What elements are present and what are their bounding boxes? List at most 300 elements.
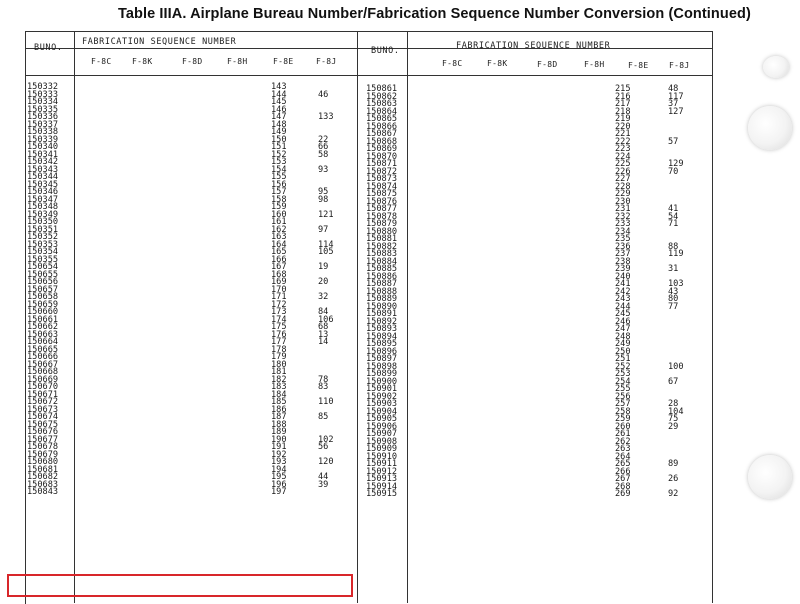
buno-cell: 150670 [27, 382, 59, 392]
table-row [366, 131, 712, 139]
table-row [27, 239, 357, 250]
f8e-cell: 234 [615, 226, 631, 237]
table-row [27, 314, 357, 325]
table-row [27, 434, 357, 445]
buno-cell: 150676 [27, 427, 59, 437]
f8e-cell: 268 [615, 481, 631, 492]
table-row [27, 359, 357, 370]
table-row [366, 481, 712, 492]
f8e-cell: 218 [615, 106, 631, 117]
f8j-cell: 97 [318, 224, 329, 235]
table-row [27, 189, 357, 197]
buno-cell: 150879 [366, 219, 398, 229]
f8e-cell: 143 [271, 82, 287, 92]
buno-cell: 150898 [366, 361, 398, 372]
f8e-cell: 159 [271, 202, 287, 212]
buno-cell: 150894 [366, 331, 398, 342]
buno-cell: 150915 [366, 489, 398, 499]
table-row [366, 341, 712, 349]
buno-cell: 150682 [27, 472, 59, 482]
binder-hole [763, 56, 789, 78]
f8e-cell: 182 [271, 374, 287, 385]
table-row [27, 209, 357, 220]
table-row [27, 254, 357, 265]
f8e-cell: 155 [271, 172, 287, 182]
buno-cell: 150897 [366, 354, 398, 364]
table-row [366, 356, 712, 364]
f8e-cell: 235 [615, 234, 631, 244]
table-row [366, 91, 712, 102]
buno-cell: 150680 [27, 457, 59, 467]
buno-cell: 150895 [366, 339, 398, 349]
f8j-cell: 89 [668, 459, 679, 469]
buno-cell: 150659 [27, 299, 59, 310]
table-row [27, 224, 357, 235]
table-row [27, 299, 357, 310]
buno-cell: 150355 [27, 254, 59, 265]
table-row [366, 451, 712, 462]
f8e-cell: 183 [271, 382, 287, 392]
f8e-cell: 216 [615, 91, 631, 102]
fabrication-header-left: FABRICATION SEQUENCE NUMBER [82, 37, 237, 47]
table-row [27, 459, 357, 467]
buno-cell: 150672 [27, 397, 59, 407]
table-row [27, 294, 357, 302]
table-row [366, 196, 712, 207]
buno-cell: 150877 [366, 204, 398, 214]
buno-cell: 150666 [27, 352, 59, 362]
f8e-cell: 223 [615, 144, 631, 154]
highlight-box [7, 574, 353, 597]
f8e-cell: 172 [271, 299, 287, 310]
table-row [27, 464, 357, 475]
f8e-cell: 195 [271, 472, 287, 482]
table-row [27, 329, 357, 340]
f8j-cell: 39 [318, 479, 329, 490]
table-row [27, 279, 357, 287]
f8j-cell: 83 [318, 382, 329, 392]
table-row [27, 149, 357, 160]
col-header-f8j-right: F-8J [669, 61, 690, 70]
buno-cell: 150874 [366, 181, 398, 192]
table-row [366, 266, 712, 274]
f8j-cell: 75 [668, 414, 679, 424]
buno-cell: 150678 [27, 442, 59, 452]
f8j-cell: 20 [318, 277, 329, 287]
f8e-cell: 196 [271, 479, 287, 490]
f8j-cell: 121 [318, 209, 334, 220]
f8e-cell: 156 [271, 179, 287, 190]
table-row [366, 406, 712, 417]
f8j-cell: 77 [668, 301, 679, 312]
f8e-cell: 215 [615, 84, 631, 94]
buno-cell: 150351 [27, 224, 59, 235]
buno-cell: 150343 [27, 164, 59, 175]
f8e-cell: 237 [615, 249, 631, 259]
binder-hole [748, 455, 792, 499]
table-row [27, 444, 357, 452]
f8e-cell: 147 [271, 112, 287, 122]
buno-cell: 150868 [366, 136, 398, 147]
f8e-cell: 144 [271, 89, 287, 100]
f8e-cell: 158 [271, 194, 287, 205]
buno-cell: 150346 [27, 187, 59, 197]
f8e-cell: 188 [271, 419, 287, 430]
f8e-cell: 241 [615, 279, 631, 289]
f8j-cell: 78 [318, 374, 329, 385]
f8j-cell: 43 [668, 286, 679, 297]
table-row [27, 369, 357, 377]
f8e-cell: 222 [615, 136, 631, 147]
buno-cell: 150345 [27, 179, 59, 190]
f8e-cell: 192 [271, 449, 287, 460]
table-row [366, 221, 712, 229]
col-header-f8d: F-8D [182, 57, 203, 66]
f8j-cell: 103 [668, 279, 684, 289]
f8j-cell: 31 [668, 264, 679, 274]
col-header-f8c: F-8C [91, 57, 112, 66]
fabrication-header-right: FABRICATION SEQUENCE NUMBER [456, 41, 611, 51]
f8e-cell: 148 [271, 119, 287, 130]
table-row [27, 269, 357, 280]
f8e-cell: 256 [615, 391, 631, 402]
table-row [366, 161, 712, 169]
buno-cell: 150677 [27, 434, 59, 445]
table-row [27, 134, 357, 145]
f8j-cell: 88 [668, 241, 679, 252]
buno-cell: 150654 [27, 262, 59, 272]
buno-cell: 150669 [27, 374, 59, 385]
buno-cell: 150671 [27, 389, 59, 400]
table-row [366, 436, 712, 447]
buno-cell: 150337 [27, 119, 59, 130]
f8e-cell: 164 [271, 239, 287, 250]
f8e-cell: 267 [615, 474, 631, 484]
column-divider [712, 31, 713, 603]
binder-hole [748, 106, 792, 150]
f8e-cell: 248 [615, 331, 631, 342]
f8j-cell: 105 [318, 247, 334, 257]
table-row [27, 164, 357, 175]
f8e-cell: 255 [615, 384, 631, 394]
buno-cell: 150865 [366, 114, 398, 124]
table-row [366, 136, 712, 147]
buno-cell: 150861 [366, 84, 398, 94]
f8e-cell: 260 [615, 421, 631, 432]
f8j-cell: 106 [318, 314, 334, 325]
table-row [27, 419, 357, 430]
table-row [366, 251, 712, 259]
table-row [27, 144, 357, 152]
f8e-cell: 263 [615, 444, 631, 454]
f8e-cell: 246 [615, 316, 631, 327]
f8j-cell: 117 [668, 91, 684, 102]
table-row [366, 181, 712, 192]
f8j-cell: 80 [668, 294, 679, 304]
buno-cell: 150347 [27, 194, 59, 205]
buno-cell: 150332 [27, 82, 59, 92]
f8j-cell: 70 [668, 166, 679, 177]
f8j-cell: 127 [668, 106, 684, 117]
f8e-cell: 264 [615, 451, 631, 462]
buno-cell: 150899 [366, 369, 398, 379]
f8e-cell: 193 [271, 457, 287, 467]
f8e-cell: 197 [271, 487, 287, 497]
table-row [366, 296, 712, 304]
buno-cell: 150339 [27, 134, 59, 145]
buno-cell: 150350 [27, 217, 59, 227]
f8e-cell: 152 [271, 149, 287, 160]
buno-cell: 150338 [27, 127, 59, 137]
buno-cell: 150341 [27, 149, 59, 160]
table-row [366, 461, 712, 469]
f8e-cell: 180 [271, 359, 287, 370]
col-header-f8e-right: F-8E [628, 61, 649, 70]
f8e-cell: 162 [271, 224, 287, 235]
col-header-f8c-right: F-8C [442, 59, 463, 68]
buno-cell: 150914 [366, 481, 398, 492]
table-row [366, 121, 712, 132]
table-row [366, 211, 712, 222]
f8e-cell: 252 [615, 361, 631, 372]
buno-cell: 150883 [366, 249, 398, 259]
f8e-cell: 151 [271, 142, 287, 152]
buno-cell: 150668 [27, 367, 59, 377]
buno-cell: 150890 [366, 301, 398, 312]
buno-cell: 150902 [366, 391, 398, 402]
f8e-cell: 236 [615, 241, 631, 252]
f8j-cell: 58 [318, 149, 329, 160]
table-row [366, 331, 712, 342]
table-row [366, 491, 712, 499]
f8e-cell: 150 [271, 134, 287, 145]
buno-cell: 150843 [27, 487, 59, 497]
table-row [27, 384, 357, 392]
table-row [27, 219, 357, 227]
buno-cell: 150910 [366, 451, 398, 462]
table-row [366, 316, 712, 327]
f8e-cell: 176 [271, 329, 287, 340]
table-row [27, 399, 357, 407]
f8e-cell: 171 [271, 292, 287, 302]
f8j-cell: 37 [668, 99, 679, 109]
table-row [366, 146, 712, 154]
buno-cell: 150900 [366, 376, 398, 387]
header-bottom-rule [25, 75, 713, 76]
buno-cell: 150679 [27, 449, 59, 460]
f8e-cell: 224 [615, 151, 631, 162]
table-row [366, 466, 712, 477]
table-row [366, 191, 712, 199]
buno-cell: 150655 [27, 269, 59, 280]
f8e-cell: 239 [615, 264, 631, 274]
table-row [27, 414, 357, 422]
f8e-cell: 251 [615, 354, 631, 364]
f8j-cell: 110 [318, 397, 334, 407]
f8j-cell: 14 [318, 337, 329, 347]
f8j-cell: 104 [668, 406, 684, 417]
buno-cell: 150334 [27, 97, 59, 107]
col-header-f8d-right: F-8D [537, 60, 558, 69]
buno-cell: 150864 [366, 106, 398, 117]
buno-cell: 150871 [366, 159, 398, 169]
buno-cell: 150912 [366, 466, 398, 477]
f8e-cell: 244 [615, 301, 631, 312]
buno-cell: 150905 [366, 414, 398, 424]
table-row [366, 386, 712, 394]
table-row [27, 264, 357, 272]
f8e-cell: 145 [271, 97, 287, 107]
table-row [366, 86, 712, 94]
f8e-cell: 157 [271, 187, 287, 197]
f8j-cell: 114 [318, 239, 334, 250]
table-row [366, 176, 712, 184]
table-row [366, 106, 712, 117]
f8j-cell: 102 [318, 434, 334, 445]
f8j-cell: 13 [318, 329, 329, 340]
table-row [27, 309, 357, 317]
buno-cell: 150866 [366, 121, 398, 132]
table-row [366, 346, 712, 357]
buno-cell: 150656 [27, 277, 59, 287]
table-row [27, 479, 357, 490]
table-row [366, 326, 712, 334]
table-row [366, 431, 712, 439]
f8e-cell: 242 [615, 286, 631, 297]
f8e-cell: 232 [615, 211, 631, 222]
f8e-cell: 254 [615, 376, 631, 387]
f8e-cell: 163 [271, 232, 287, 242]
f8e-cell: 177 [271, 337, 287, 347]
buno-cell: 150862 [366, 91, 398, 102]
buno-cell: 150882 [366, 241, 398, 252]
table-title: Table IIIA. Airplane Bureau Number/Fabrication Sequence Number Conversion (Continued) [118, 6, 751, 22]
f8j-cell: 119 [668, 249, 684, 259]
buno-cell: 150869 [366, 144, 398, 154]
f8j-cell: 57 [668, 136, 679, 147]
table-row [27, 374, 357, 385]
buno-cell: 150662 [27, 322, 59, 332]
f8e-cell: 247 [615, 324, 631, 334]
f8e-cell: 190 [271, 434, 287, 445]
f8j-cell: 29 [668, 421, 679, 432]
f8e-cell: 225 [615, 159, 631, 169]
table-row [366, 116, 712, 124]
f8e-cell: 249 [615, 339, 631, 349]
f8e-cell: 173 [271, 307, 287, 317]
f8e-cell: 178 [271, 344, 287, 355]
table-row [366, 166, 712, 177]
buno-cell: 150893 [366, 324, 398, 334]
buno-cell: 150881 [366, 234, 398, 244]
f8e-cell: 169 [271, 277, 287, 287]
f8e-cell: 243 [615, 294, 631, 304]
f8j-cell: 32 [318, 292, 329, 302]
table-row [366, 446, 712, 454]
table-row [27, 99, 357, 107]
buno-cell: 150875 [366, 189, 398, 199]
buno-cell: 150349 [27, 209, 59, 220]
table-row [27, 429, 357, 437]
table-row [366, 286, 712, 297]
buno-cell: 150903 [366, 399, 398, 409]
table-row [27, 129, 357, 137]
column-divider [357, 31, 358, 603]
buno-cell: 150888 [366, 286, 398, 297]
buno-cell: 150863 [366, 99, 398, 109]
f8j-cell: 120 [318, 457, 334, 467]
buno-header-left: BUNO. [34, 43, 63, 53]
f8e-cell: 168 [271, 269, 287, 280]
f8e-cell: 189 [271, 427, 287, 437]
table-row [366, 311, 712, 319]
table-row [366, 416, 712, 424]
f8e-cell: 170 [271, 284, 287, 295]
buno-cell: 150892 [366, 316, 398, 327]
f8e-cell: 250 [615, 346, 631, 357]
buno-cell: 150908 [366, 436, 398, 447]
table-row [366, 361, 712, 372]
buno-cell: 150340 [27, 142, 59, 152]
f8e-cell: 167 [271, 262, 287, 272]
f8j-cell: 26 [668, 474, 679, 484]
buno-cell: 150667 [27, 359, 59, 370]
f8j-cell: 56 [318, 442, 329, 452]
buno-cell: 150675 [27, 419, 59, 430]
buno-cell: 150909 [366, 444, 398, 454]
buno-cell: 150335 [27, 104, 59, 115]
table-row [27, 474, 357, 482]
table-row [366, 371, 712, 379]
f8e-cell: 221 [615, 129, 631, 139]
f8e-cell: 238 [615, 256, 631, 267]
table-row [27, 159, 357, 167]
table-row [27, 114, 357, 122]
f8j-cell: 48 [668, 84, 679, 94]
buno-cell: 150657 [27, 284, 59, 295]
buno-cell: 150661 [27, 314, 59, 325]
f8e-cell: 240 [615, 271, 631, 282]
f8e-cell: 228 [615, 181, 631, 192]
table-row [27, 84, 357, 92]
buno-cell: 150353 [27, 239, 59, 250]
table-row [366, 241, 712, 252]
buno-cell: 150348 [27, 202, 59, 212]
f8e-cell: 217 [615, 99, 631, 109]
table-row [27, 389, 357, 400]
buno-cell: 150352 [27, 232, 59, 242]
buno-cell: 150354 [27, 247, 59, 257]
table-row [27, 354, 357, 362]
buno-cell: 150885 [366, 264, 398, 274]
buno-cell: 150872 [366, 166, 398, 177]
f8e-cell: 266 [615, 466, 631, 477]
table-row [27, 194, 357, 205]
buno-cell: 150913 [366, 474, 398, 484]
table-row [27, 339, 357, 347]
f8j-cell: 95 [318, 187, 329, 197]
f8e-cell: 265 [615, 459, 631, 469]
f8e-cell: 186 [271, 404, 287, 415]
buno-cell: 150911 [366, 459, 398, 469]
f8e-cell: 226 [615, 166, 631, 177]
f8e-cell: 154 [271, 164, 287, 175]
f8e-cell: 146 [271, 104, 287, 115]
table-row [366, 101, 712, 109]
table-row [366, 281, 712, 289]
f8j-cell: 19 [318, 262, 329, 272]
buno-cell: 150876 [366, 196, 398, 207]
